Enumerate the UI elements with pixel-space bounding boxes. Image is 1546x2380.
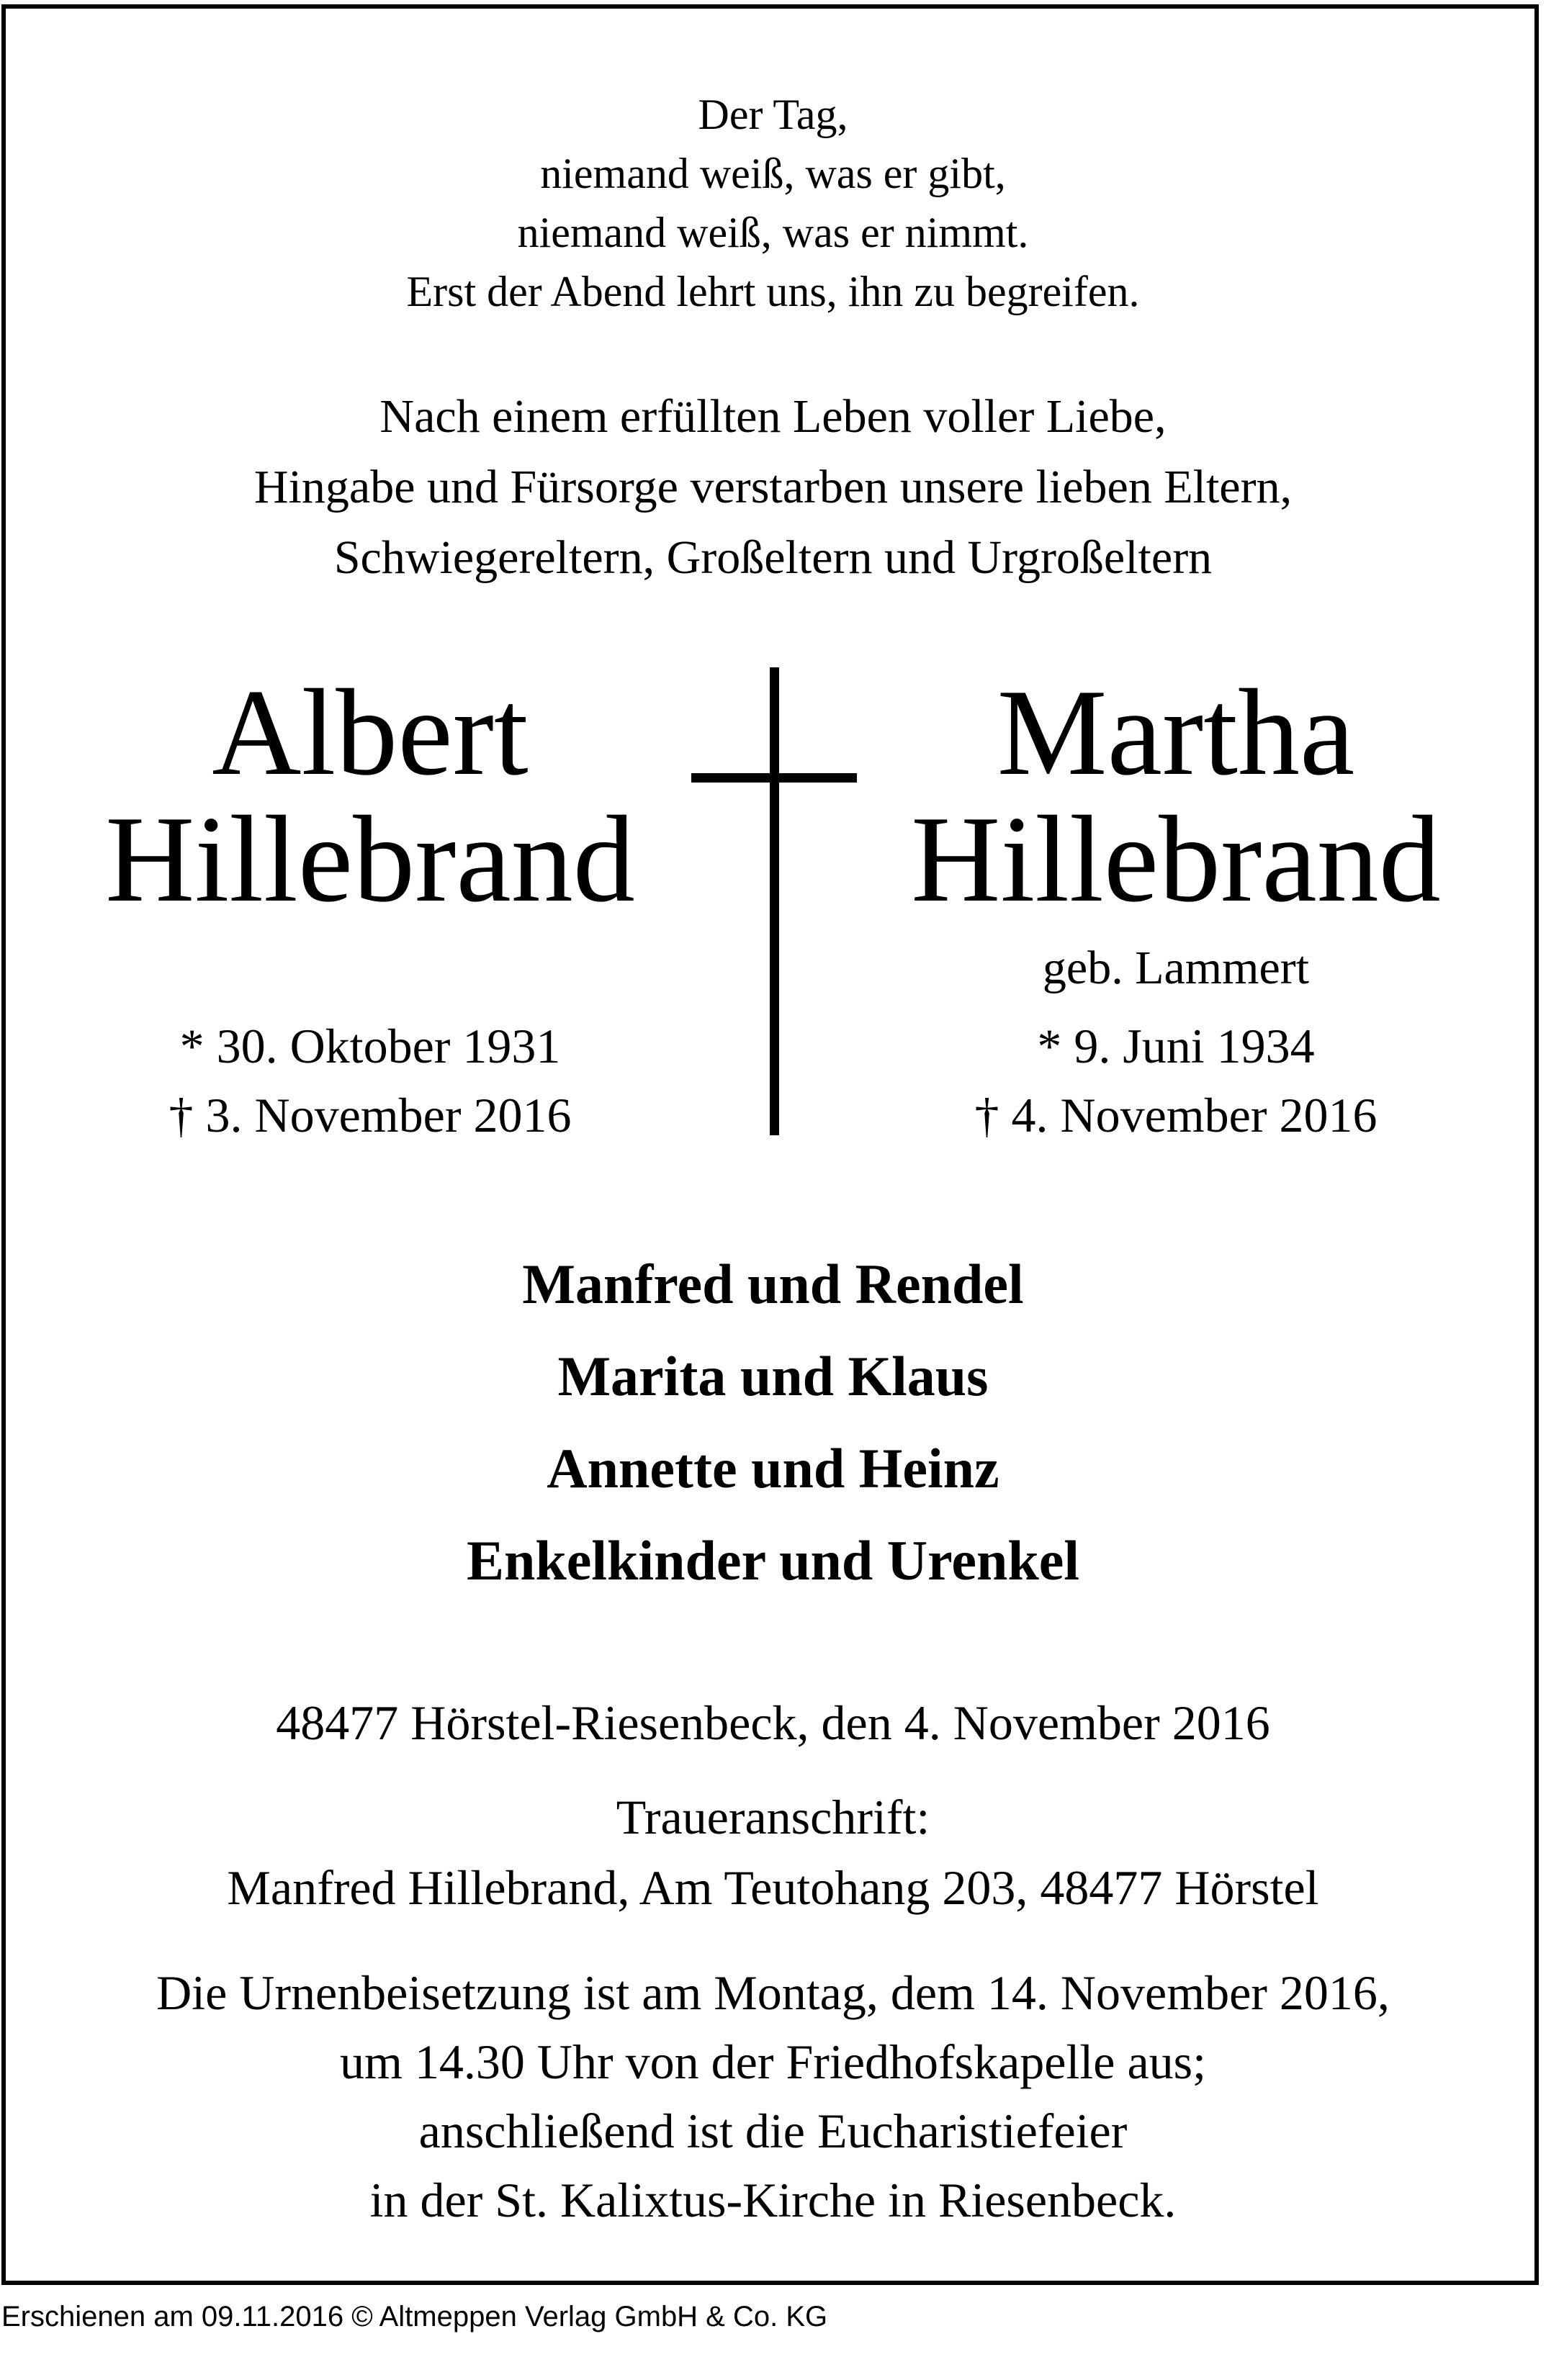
address-label: Traueranschrift: bbox=[616, 1790, 930, 1844]
funeral-line: anschließend ist die Eucharistiefeier bbox=[418, 2104, 1128, 2158]
intro-line: Schwiegereltern, Großeltern und Urgroßeltern bbox=[333, 531, 1213, 584]
albert-last-name: Hillebrand bbox=[105, 791, 635, 928]
mourner: Marita und Klaus bbox=[557, 1345, 989, 1407]
poem-line: niemand weiß, was er nimmt. bbox=[517, 209, 1029, 256]
mourner: Annette und Heinz bbox=[547, 1437, 999, 1500]
intro-text bbox=[0, 382, 1546, 593]
funeral-line: um 14.30 Uhr von der Friedhofskapelle aus; bbox=[340, 2034, 1206, 2089]
albert-died: † 3. November 2016 bbox=[168, 1088, 572, 1142]
albert-first-name: Albert bbox=[212, 664, 529, 801]
mourner: Manfred und Rendel bbox=[522, 1253, 1024, 1315]
martha-maiden-name: geb. Lammert bbox=[1042, 942, 1310, 994]
publication-footer: Erschienen am 09.11.2016 © Altmeppen Verlag GmbH & Co. KG bbox=[1, 2301, 828, 2332]
poem bbox=[0, 85, 1546, 321]
funeral-info bbox=[0, 1958, 1546, 2235]
intro-line: Hingabe und Fürsorge verstarben unsere lieben Eltern, bbox=[253, 461, 1293, 513]
place-date: 48477 Hörstel-Riesenbeck, den 4. November 2016 bbox=[276, 1695, 1270, 1750]
mourner: Enkelkinder und Urenkel bbox=[466, 1529, 1080, 1592]
cross-icon bbox=[770, 667, 779, 1135]
martha-dates bbox=[816, 1011, 1536, 1150]
address-value: Manfred Hillebrand, Am Teutohang 203, 48477 Hörstel bbox=[227, 1860, 1319, 1915]
martha-last-name: Hillebrand bbox=[911, 791, 1441, 928]
funeral-line: Die Urnenbeisetzung ist am Montag, dem 14. November 2016, bbox=[156, 1965, 1390, 2020]
poem-line: Der Tag, bbox=[698, 91, 848, 138]
poem-line: niemand weiß, was er gibt, bbox=[540, 150, 1006, 197]
mourners-list bbox=[0, 1238, 1546, 1607]
mourning-address bbox=[0, 1782, 1546, 1923]
albert-name bbox=[10, 664, 730, 928]
albert-dates bbox=[10, 1011, 730, 1150]
martha-first-name: Martha bbox=[997, 664, 1355, 801]
cross-icon-bar bbox=[691, 773, 857, 783]
poem-line: Erst der Abend lehrt uns, ihn zu begreifen. bbox=[406, 268, 1140, 315]
funeral-line: in der St. Kalixtus-Kirche in Riesenbeck. bbox=[369, 2173, 1177, 2227]
martha-name bbox=[816, 664, 1536, 928]
martha-born: * 9. Juni 1934 bbox=[1037, 1019, 1315, 1073]
martha-died: † 4. November 2016 bbox=[974, 1088, 1378, 1142]
intro-line: Nach einem erfüllten Leben voller Liebe, bbox=[379, 390, 1167, 443]
albert-born: * 30. Oktober 1931 bbox=[179, 1019, 561, 1073]
